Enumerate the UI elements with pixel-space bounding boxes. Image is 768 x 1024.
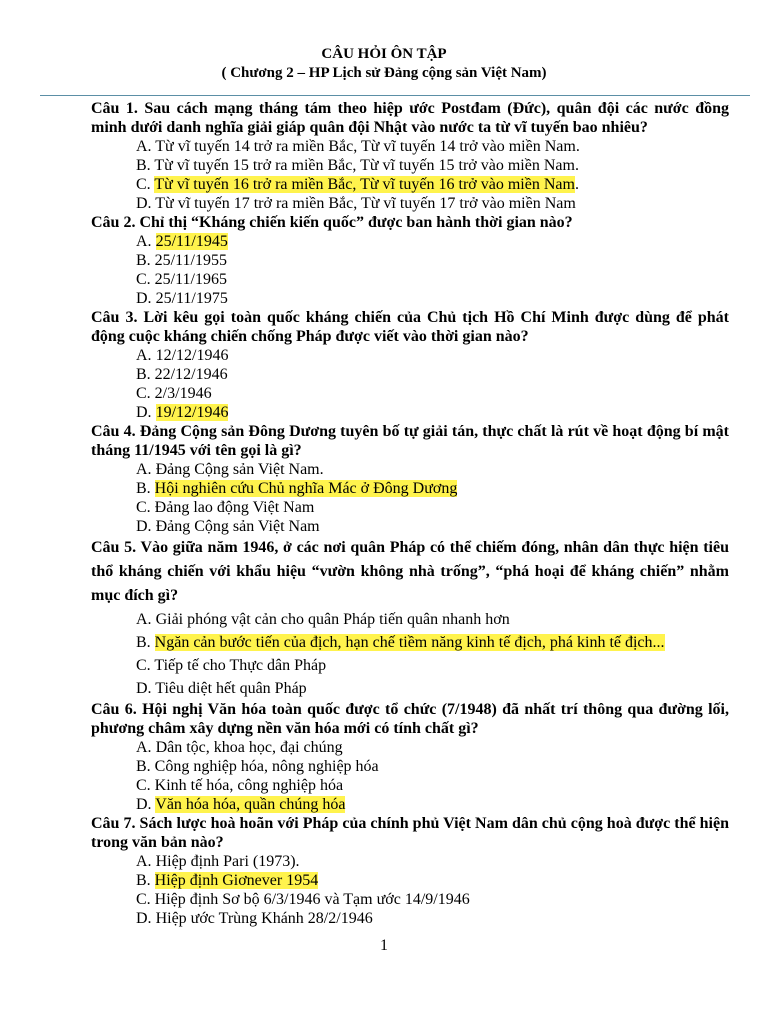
option-text: 22/12/1946 bbox=[154, 366, 228, 383]
answer-options bbox=[91, 137, 729, 213]
document-header bbox=[0, 45, 768, 83]
question-text: Câu 5. Vào giữa năm 1946, ở các nơi quân Pháp có thể chiếm đóng, nhân dân thực hiện tiêu thổ kháng chiến với khẩu hiệu “vườn không nhà trống”, “phá hoại để kháng chiến” nhằm mục đích gì? bbox=[91, 539, 729, 604]
option-letter: B. bbox=[136, 366, 155, 383]
answer-option bbox=[136, 517, 729, 536]
question-text: Câu 3. Lời kêu gọi toàn quốc kháng chiến của Chủ tịch Hồ Chí Minh được dùng để phát động cuộc kháng chiến chống Pháp được viết vào thời gian nào? bbox=[91, 309, 729, 345]
question-list bbox=[91, 99, 729, 928]
option-text: Kinh tế hóa, công nghiệp hóa bbox=[154, 777, 344, 794]
document-subtitle: ( Chương 2 – HP Lịch sử Đảng cộng sản Việt Nam) bbox=[221, 65, 547, 81]
answer-option bbox=[136, 270, 729, 289]
option-text: Công nghiệp hóa, nông nghiệp hóa bbox=[154, 758, 379, 775]
option-letter: C. bbox=[136, 891, 155, 908]
option-letter: A. bbox=[136, 138, 156, 155]
option-letter: D. bbox=[136, 518, 156, 535]
answer-option bbox=[136, 289, 729, 308]
question-block bbox=[91, 814, 729, 928]
answer-option bbox=[136, 194, 729, 213]
option-letter: A. bbox=[136, 233, 156, 250]
option-text: Tiêu diệt hết quân Pháp bbox=[155, 680, 307, 697]
option-letter: B. bbox=[136, 758, 155, 775]
option-suffix: . bbox=[574, 176, 579, 193]
option-text: 12/12/1946 bbox=[155, 347, 229, 364]
question-text: Câu 6. Hội nghị Văn hóa toàn quốc được tổ chức (7/1948) đã nhất trí thông qua đường lối, phương châm xây dựng nền văn hóa mới có tính chất gì? bbox=[91, 701, 729, 737]
option-letter: D. bbox=[136, 796, 156, 813]
answer-option bbox=[136, 909, 729, 928]
option-letter: B. bbox=[136, 872, 155, 889]
answer-option bbox=[136, 871, 729, 890]
answer-option bbox=[136, 654, 729, 677]
answer-option bbox=[136, 346, 729, 365]
option-text: Hiệp định Pari (1973). bbox=[155, 853, 300, 870]
option-text: Hiệp ước Trùng Khánh 28/2/1946 bbox=[155, 910, 373, 927]
question-block bbox=[91, 213, 729, 308]
answer-option bbox=[136, 403, 729, 422]
highlighted-answer-text: Văn hóa hóa, quần chúng hóa bbox=[155, 796, 346, 813]
header-divider bbox=[40, 95, 750, 96]
option-letter: C. bbox=[136, 271, 155, 288]
answer-option bbox=[136, 852, 729, 871]
option-text: Từ vĩ tuyến 17 trở ra miền Bắc, Từ vĩ tuyến 17 trở vào miền Nam bbox=[155, 195, 576, 212]
option-letter: C. bbox=[136, 385, 155, 402]
option-letter: C. bbox=[136, 657, 155, 674]
answer-option bbox=[136, 498, 729, 517]
answer-option bbox=[136, 890, 729, 909]
answer-option bbox=[136, 137, 729, 156]
answer-option bbox=[136, 738, 729, 757]
question-text: Câu 1. Sau cách mạng tháng tám theo hiệp ước Postđam (Đức), quân đội các nước đồng minh dưới danh nghĩa giải giáp quân đội Nhật vào nước ta từ vĩ tuyến bao nhiêu? bbox=[91, 100, 729, 136]
answer-option bbox=[136, 608, 729, 631]
document-title: CÂU HỎI ÔN TẬP bbox=[321, 46, 447, 62]
answer-option bbox=[136, 384, 729, 403]
option-letter: D. bbox=[136, 404, 156, 421]
answer-option bbox=[136, 677, 729, 700]
highlighted-answer-text: 25/11/1945 bbox=[155, 233, 228, 250]
answer-options bbox=[91, 460, 729, 536]
highlighted-answer-text: Hội nghiên cứu Chủ nghĩa Mác ở Đông Dương bbox=[154, 480, 458, 497]
answer-option bbox=[136, 175, 729, 194]
option-letter: D. bbox=[136, 910, 156, 927]
option-text: Từ vĩ tuyến 14 trở ra miền Bắc, Từ vĩ tuyến 14 trở vào miền Nam. bbox=[155, 138, 580, 155]
answer-options bbox=[91, 346, 729, 422]
question-block bbox=[91, 422, 729, 536]
option-text: Từ vĩ tuyến 15 trở ra miền Bắc, Từ vĩ tuyến 15 trở vào miền Nam. bbox=[154, 157, 579, 174]
answer-option bbox=[136, 479, 729, 498]
option-text: Tiếp tế cho Thực dân Pháp bbox=[154, 657, 327, 674]
option-text: Đảng Cộng sản Việt Nam. bbox=[155, 461, 324, 478]
option-letter: D. bbox=[136, 680, 156, 697]
question-block bbox=[91, 308, 729, 422]
option-text: 25/11/1955 bbox=[154, 252, 227, 269]
option-letter: D. bbox=[136, 290, 156, 307]
question-block bbox=[91, 700, 729, 814]
option-letter: B. bbox=[136, 252, 155, 269]
option-letter: A. bbox=[136, 853, 156, 870]
page-number: 1 bbox=[380, 937, 388, 954]
answer-option bbox=[136, 757, 729, 776]
highlighted-answer-text: Từ vĩ tuyến 16 trở ra miền Bắc, Từ vĩ tuyến 16 trở vào miền Nam bbox=[154, 176, 575, 193]
answer-options bbox=[91, 852, 729, 928]
answer-option bbox=[136, 460, 729, 479]
option-letter: D. bbox=[136, 195, 156, 212]
answer-option bbox=[136, 251, 729, 270]
option-text: Đảng Cộng sản Việt Nam bbox=[155, 518, 320, 535]
question-text: Câu 2. Chỉ thị “Kháng chiến kiến quốc” được ban hành thời gian nào? bbox=[91, 214, 573, 231]
answer-option bbox=[136, 795, 729, 814]
question-block bbox=[91, 536, 729, 700]
option-letter: A. bbox=[136, 611, 156, 628]
answer-options bbox=[91, 608, 729, 700]
option-text: Dân tộc, khoa học, đại chúng bbox=[155, 739, 343, 756]
option-letter: B. bbox=[136, 480, 155, 497]
option-text: Giải phóng vật cản cho quân Pháp tiến quân nhanh hơn bbox=[155, 611, 510, 628]
option-letter: C. bbox=[136, 499, 155, 516]
option-letter: B. bbox=[136, 157, 155, 174]
question-text: Câu 4. Đảng Cộng sản Đông Dương tuyên bố tự giải tán, thực chất là rút về hoạt động bí mật tháng 11/1945 với tên gọi là gì? bbox=[91, 423, 729, 459]
answer-option bbox=[136, 232, 729, 251]
question-block bbox=[91, 99, 729, 213]
option-letter: C. bbox=[136, 176, 155, 193]
option-letter: A. bbox=[136, 347, 156, 364]
option-text: Đảng lao động Việt Nam bbox=[154, 499, 315, 516]
option-letter: A. bbox=[136, 739, 156, 756]
answer-options bbox=[91, 232, 729, 308]
highlighted-answer-text: 19/12/1946 bbox=[155, 404, 229, 421]
option-letter: B. bbox=[136, 634, 155, 651]
highlighted-answer-text: Ngăn cản bước tiến của địch, hạn chế tiềm năng kinh tế địch, phá kinh tế địch... bbox=[154, 634, 665, 651]
answer-option bbox=[136, 631, 729, 654]
option-letter: A. bbox=[136, 461, 156, 478]
option-text: 2/3/1946 bbox=[154, 385, 212, 402]
option-text: 25/11/1965 bbox=[154, 271, 227, 288]
highlighted-answer-text: Hiệp định Giơnever 1954 bbox=[154, 872, 319, 889]
option-letter: C. bbox=[136, 777, 155, 794]
option-text: 25/11/1975 bbox=[155, 290, 228, 307]
option-text: Hiệp định Sơ bộ 6/3/1946 và Tạm ước 14/9/1946 bbox=[154, 891, 470, 908]
question-text: Câu 7. Sách lược hoà hoãn với Pháp của chính phủ Việt Nam dân chủ cộng hoà được thể hiện trong văn bản nào? bbox=[91, 815, 729, 851]
answer-option bbox=[136, 776, 729, 795]
answer-options bbox=[91, 738, 729, 814]
answer-option bbox=[136, 365, 729, 384]
answer-option bbox=[136, 156, 729, 175]
